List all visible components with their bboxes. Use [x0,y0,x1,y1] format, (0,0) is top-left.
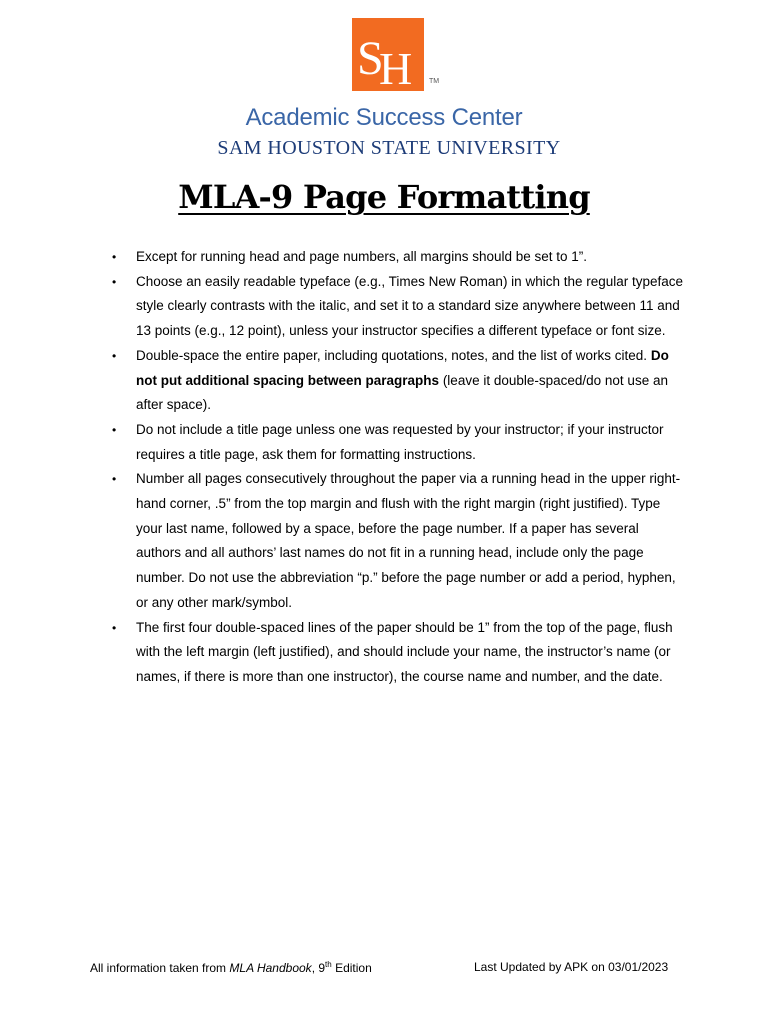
center-name: Academic Success Center [245,104,523,131]
bullet-icon: • [112,422,117,437]
list-item-text: Do not include a title page unless one was requested by your instructor; if your instructor requires a title page, ask them for formatting instructions. [136,421,664,462]
footer-source-prefix: All information taken from [90,961,227,975]
list-item-text: Number all pages consecutively throughout the paper via a running head in the upper right-hand corner, .5” from the top margin and flush with the right margin (right justified). Type your last name, followed by a space, before the page number. If a paper has several authors and all authors’ last names do not fit in a running head, include only the page number. Do not use the abbreviation “p.” before the page number or add a period, hyphen, or any other mark/symbol. [136,471,681,610]
footer-source-edition-num: 9 [318,961,326,975]
bullet-icon: • [112,620,117,635]
list-item [112,616,684,690]
bullet-icon: • [112,250,117,264]
footer-updated: Last Updated by APK on 03/01/2023 [474,960,669,974]
footer-source-edition-word: Edition [335,961,372,975]
trademark-mark: TM [429,78,440,85]
list-item-text: The first four double-spaced lines of the paper should be 1” from the top of the page, flush with the left margin (left justified), and should include your name, the instructor’s name (or names, if there is more than one instructor), the course name and number, and the date. [136,619,673,684]
footer-source: All information taken from MLA Handbook, 9th Edition [90,960,372,975]
list-item-tail-text: (leave it double-spaced/do not use an after space). [136,372,668,413]
page-title: MLA-9 Page Formatting [178,178,590,216]
list-item-text: Except for running head and page numbers, all margins should be set to 1”. [136,249,588,264]
list-item [112,467,684,615]
bullet-icon: • [112,472,117,487]
formatting-rules-list [0,245,768,690]
university-name: SAM HOUSTON STATE UNIVERSITY [217,137,561,159]
list-item [112,270,684,344]
footer-source-edition-sup: th [325,960,332,969]
bullet-icon: • [112,274,117,289]
list-item-text: Choose an easily readable typeface (e.g., Times New Roman) in which the regular typeface style clearly contrasts with the italic, and set it to a standard size anywhere between 11 and 13 points (e.g., 12 point), unless your instructor specifies a different typeface or font size. [136,273,684,339]
list-item-bold-text: Do not put additional spacing between paragraphs [136,347,669,388]
sh-logo-glyph [352,18,424,91]
logo-letter-s: S [357,32,384,85]
list-item [112,418,684,467]
logo-letter-h: H [379,43,413,91]
sh-logo-mark [352,18,424,91]
bullet-icon: • [112,348,117,363]
footer-source-title: MLA Handbook [229,961,312,975]
list-item-text: Double-space the entire paper, including quotations, notes, and the list of works cited. [136,347,648,363]
list-item [112,245,684,270]
list-item [112,344,684,418]
shsu-logo [0,18,768,98]
